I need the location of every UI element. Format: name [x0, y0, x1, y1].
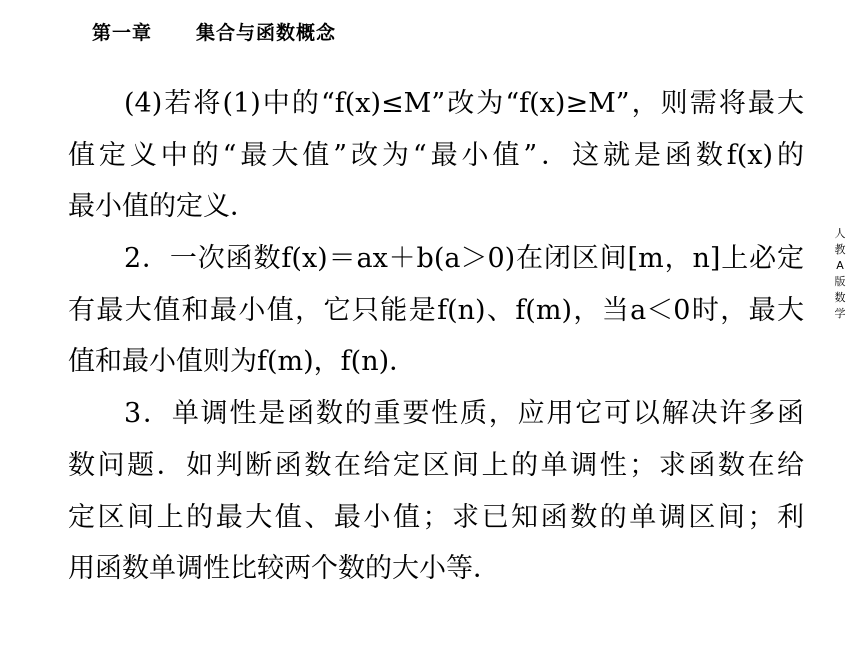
text-line: (4)若将(1)中的“f(x)≤M”改为“f(x)≥M”，则需将最大: [124, 88, 804, 119]
text-line: 用函数单调性比较两个数的大小等．: [68, 553, 500, 585]
text-line: 值和最小值则为f(m)，f(n)．: [68, 346, 417, 378]
text-line: 值定义中的“最大值”改为“最小值”．这就是函数f(x)的: [68, 139, 804, 171]
side-label-char: 人: [834, 227, 846, 240]
publisher-side-label: [833, 226, 847, 322]
chapter-label: 第一章: [92, 22, 153, 44]
text-line: 最小值的定义．: [68, 191, 257, 223]
side-label-char: 数: [834, 291, 846, 304]
text-line: 3．单调性是函数的重要性质，应用它可以解决许多函: [124, 398, 804, 430]
chapter-title: 集合与函数概念: [196, 22, 337, 44]
text-line: 定区间上的最大值、最小值；求已知函数的单调区间；利: [68, 501, 804, 533]
text-line: 数问题．如判断函数在给定区间上的单调性；求函数在给: [68, 449, 804, 481]
page-header: [92, 18, 336, 45]
text-line: 有最大值和最小值，它只能是f(n)、f(m)，当a＜0时，最大: [68, 294, 804, 326]
body-text: [68, 78, 804, 595]
side-label-char: 版: [834, 275, 846, 288]
side-label-char: 学: [834, 307, 846, 320]
side-label-char: 教: [834, 243, 846, 256]
side-label-char: A: [836, 259, 844, 272]
text-line: 2．一次函数f(x)＝ax＋b(a＞0)在闭区间[m，n]上必定: [124, 243, 804, 275]
